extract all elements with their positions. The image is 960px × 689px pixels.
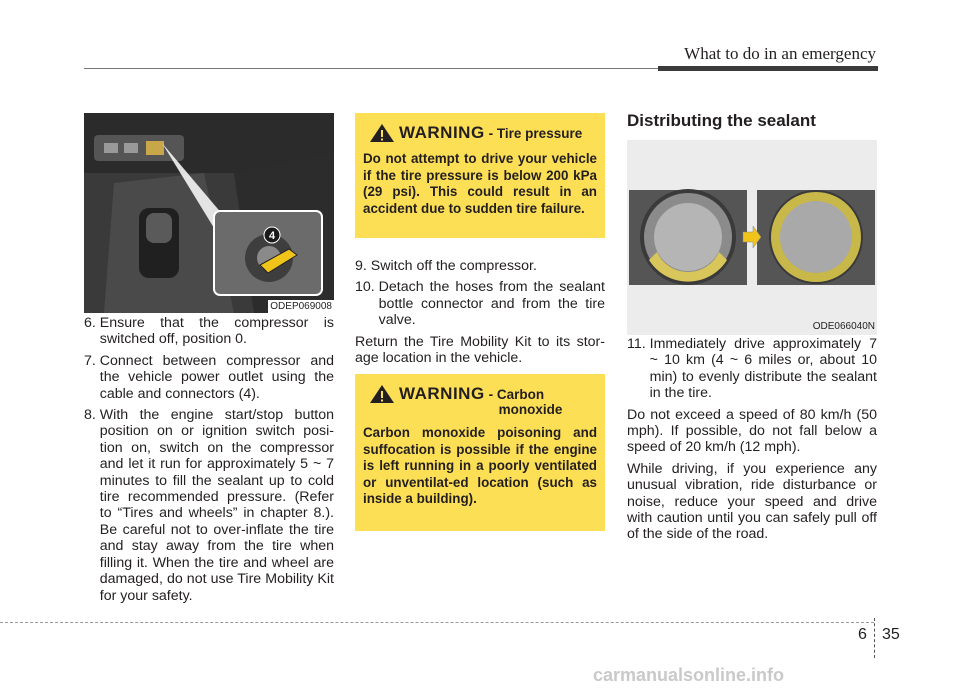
step-text: Immediately drive approximately 7 ~ 10 km (4 ~ 6 miles or, about 10 min) to evenly distribute the sealant in the tire. (649, 336, 877, 402)
list-item (355, 258, 605, 274)
watermark: carmanualsonline.info (593, 665, 785, 685)
step-number: 9. (355, 258, 371, 274)
paragraph: Do not exceed a speed of 80 km/h (50 mph). If possible, do not fall below a speed of 20 km/h (12 mph). (627, 406, 877, 456)
step-text: Ensure that the compressor is switched off, position 0. (99, 315, 334, 348)
warning-subtitle: - Tire pressure (488, 126, 583, 141)
warning-word: WARNING (399, 123, 485, 142)
chapter-number: 6 (858, 626, 867, 643)
step-number: 6. (84, 315, 100, 331)
step-text: Connect between compressor and the vehicle power outlet using the cable and connectors (4). (99, 352, 334, 402)
step-number: 11. (627, 336, 650, 352)
column-1 (84, 315, 334, 604)
warning-word: WARNING (399, 384, 485, 403)
console-illustration (84, 113, 334, 313)
step-text: With the engine start/stop button position on or ignition switch posi-tion on, switch on the compressor and let it run for approximately 5 ~ 7 minutes to fill the sealant up to cold tire recommended pressure. (Refer to “Tires and wheels” in chapter 8.). Be careful not to over-inflate the tire and stay away from the tire when filling it. When the tire and wheel are damaged, do not use Tire Mobility Kit for your safety. (99, 407, 334, 604)
step-number: 8. (84, 407, 100, 424)
step-number: 10. (355, 279, 379, 296)
step-text: Switch off the compressor. (370, 258, 537, 274)
warning-box-tire-pressure (355, 113, 605, 238)
warning-box-carbon-monoxide (355, 374, 605, 531)
warning-header (363, 384, 597, 417)
header-rule-thin (84, 68, 664, 69)
column-3 (627, 336, 877, 543)
step-number: 7. (84, 352, 100, 369)
warning-body: Carbon monoxide poisoning and suffocation is possible if the engine is left running in a poorly ventilated or unventilat-ed location (such as inside a building). (363, 425, 597, 506)
compressor-outlet-figure (84, 113, 334, 313)
header-rule (658, 66, 878, 71)
figure-code-1: ODEP069008 (270, 301, 332, 312)
paragraph: Return the Tire Mobility Kit to its stor-age location in the vehicle. (355, 333, 605, 367)
list-item (627, 336, 877, 402)
list-item (84, 353, 334, 402)
footer-rule (0, 622, 874, 623)
list-item (355, 279, 605, 328)
section-heading: Distributing the sealant (627, 111, 816, 130)
figure-code-2: ODE066040N (812, 321, 875, 332)
tire-sealant-illustration (627, 140, 877, 335)
column-2 (355, 258, 605, 366)
callout-number: 4 (268, 230, 276, 242)
warning-subtitle-line2: monoxide (498, 402, 563, 417)
warning-triangle-icon (369, 384, 395, 404)
warning-triangle-icon (369, 123, 395, 143)
page-number: 35 (882, 626, 900, 643)
warning-header (363, 123, 597, 143)
warning-subtitle (489, 384, 563, 417)
list-item (84, 407, 334, 604)
list-item (84, 315, 334, 348)
sealant-distribution-figure (627, 140, 877, 335)
paragraph: While driving, if you experience any unusual vibration, ride disturbance or noise, reduce your speed and drive with caution until you can safely pull off of the side of the road. (627, 460, 877, 543)
warning-body: Do not attempt to drive your vehicle if the tire pressure is below 200 kPa (29 psi). This could result in an accident due to sudden tire failure. (363, 151, 597, 216)
page-number-separator (874, 618, 876, 658)
warning-subtitle-line1: - Carbon (488, 387, 545, 402)
step-text: Detach the hoses from the sealant bottle connector and from the tire valve. (378, 279, 605, 329)
running-header: What to do in an emergency (684, 44, 876, 63)
